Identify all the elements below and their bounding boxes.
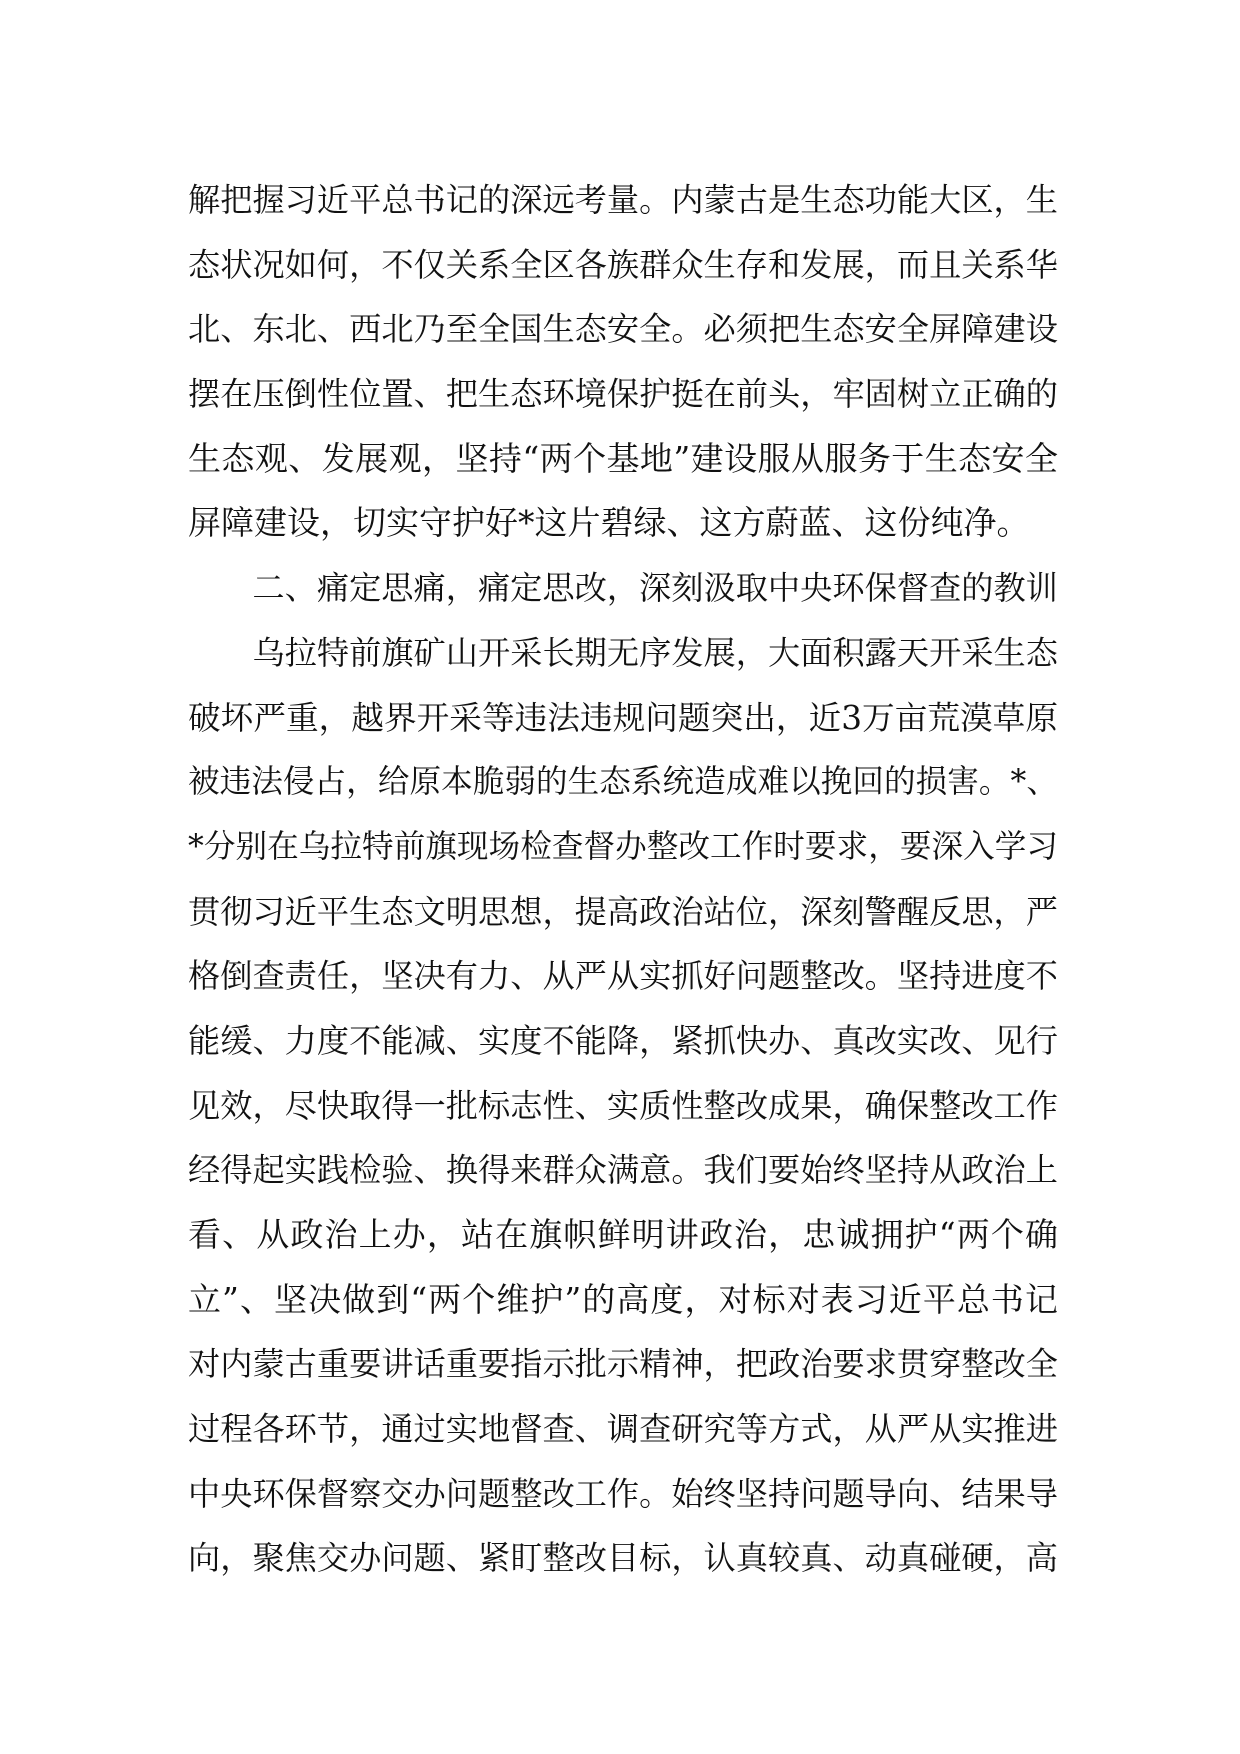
paragraph-first-line: 乌拉特前旗矿山开采长期无序发展，大面积露天开采生态 [188,633,1058,672]
text-line: 中央环保督察交办问题整改工作。始终坚持问题导向、结果导 [188,1474,1058,1513]
text-line: 解把握习近平总书记的深远考量。内蒙古是生态功能大区，生 [188,181,1058,219]
text-line: 贯彻习近平生态文明思想，提高政治站位，深刻警醒反思，严 [188,892,1058,931]
text-line: 经得起实践检验、换得来群众满意。我们要始终坚持从政治上 [188,1151,1058,1190]
body-text [188,168,1058,1591]
text-line: *分别在乌拉特前旗现场检查督办整改工作时要求，要深入学习 [188,828,1058,865]
section-heading: 二、痛定思痛，痛定思改，深刻汲取中央环保督查的教训 [188,569,1058,608]
text-line: 对内蒙古重要讲话重要指示批示精神，把政治要求贯穿整改全 [188,1345,1058,1384]
text-line: 生态观、发展观，坚持“两个基地”建设服从服务于生态安全 [188,438,1058,478]
text-line: 向，聚焦交办问题、紧盯整改目标，认真较真、动真碰硬，高 [188,1539,1058,1578]
text-line: 态状况如何，不仅关系全区各族群众生存和发展，而且关系华 [188,245,1058,284]
text-line: 格倒查责任，坚决有力、从严从实抓好问题整改。坚持进度不 [188,957,1058,996]
text-line: 摆在压倒性位置、把生态环境保护挺在前头，牢固树立正确的 [188,375,1058,414]
text-line: 北、东北、西北乃至全国生态安全。必须把生态安全屏障建设 [188,310,1058,349]
text-line: 破坏严重，越界开采等违法违规问题突出，近3万亩荒漠草原 [188,698,1058,737]
text-line: 立”、坚决做到“两个维护”的高度，对标对表习近平总书记 [188,1279,1058,1319]
text-line: 被违法侵占，给原本脆弱的生态系统造成难以挽回的损害。*、 [188,764,1058,801]
paragraph-last-line: 屏障建设，切实守护好*这片碧绿、这方蔚蓝、这份纯净。 [188,503,1030,543]
text-line: 能缓、力度不能减、实度不能降，紧抓快办、真改实改、见行 [188,1021,1058,1060]
text-line: 看、从政治上办，站在旗帜鲜明讲政治，忠诚拥护“两个确 [188,1215,1058,1254]
text-line: 过程各环节，通过实地督查、调查研究等方式，从严从实推进 [188,1410,1058,1449]
text-line: 见效，尽快取得一批标志性、实质性整改成果，确保整改工作 [188,1086,1058,1125]
